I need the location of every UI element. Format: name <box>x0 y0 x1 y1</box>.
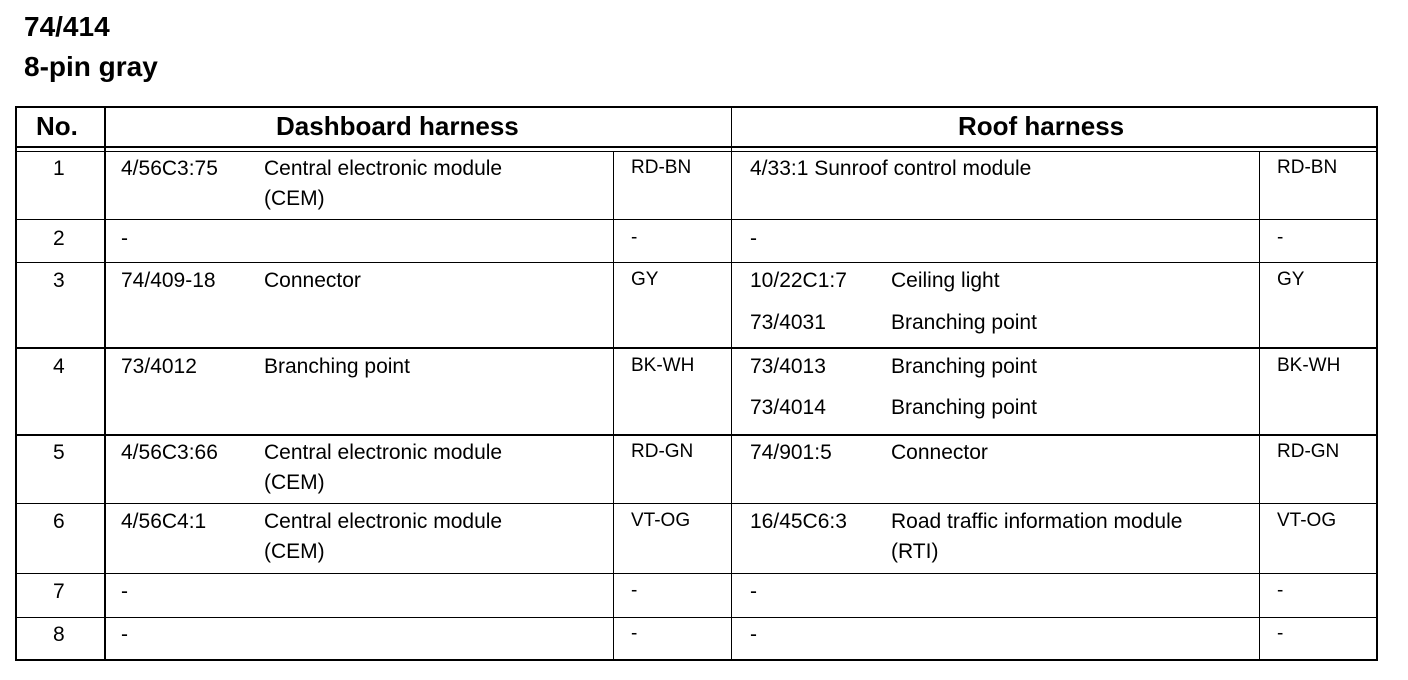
roof-code: 73/4013 <box>750 355 826 378</box>
roof-wire-color: BK-WH <box>1277 355 1341 376</box>
header-roof-harness: Roof harness <box>958 111 1125 141</box>
roof-desc: Branching point <box>891 311 1037 334</box>
dash-code: 4/56C3:75 <box>121 157 218 180</box>
roof-code: 73/4031 <box>750 311 826 334</box>
roof-wire-color: VT-OG <box>1277 510 1337 531</box>
dash-wire-color: GY <box>631 269 659 290</box>
dash-wire-color: - <box>631 623 638 644</box>
row-rule <box>15 573 1378 574</box>
roof-code: - <box>750 580 757 603</box>
roof-desc: Ceiling light <box>891 269 1000 292</box>
dash-code: - <box>121 227 128 250</box>
dash-code: 74/409-18 <box>121 269 216 292</box>
dash-wire-color: - <box>631 227 638 248</box>
header-no: No. <box>36 111 78 141</box>
dash-desc-2: (CEM) <box>264 187 325 210</box>
pin-number: 8 <box>53 623 65 646</box>
roof-code: 16/45C6:3 <box>750 510 847 533</box>
roof-code: 10/22C1:7 <box>750 269 847 292</box>
dash-wire-color: RD-BN <box>631 157 692 178</box>
roof-code: 74/901:5 <box>750 441 832 464</box>
column-divider <box>1259 151 1260 661</box>
roof-desc: Road traffic information module <box>891 510 1183 533</box>
column-divider <box>613 151 614 661</box>
dash-wire-color: - <box>631 580 638 601</box>
row-rule <box>15 617 1378 618</box>
dash-desc: Central electronic module <box>264 510 503 533</box>
roof-desc: Branching point <box>891 355 1037 378</box>
row-rule <box>15 219 1378 220</box>
roof-wire-color: - <box>1277 580 1284 601</box>
connector-id: 74/414 <box>24 11 110 42</box>
header-dashboard-harness: Dashboard harness <box>276 111 519 141</box>
roof-wire-color: RD-GN <box>1277 441 1340 462</box>
row-rule <box>15 434 1378 436</box>
roof-code: - <box>750 623 757 646</box>
dash-code: 4/56C4:1 <box>121 510 207 533</box>
dash-code: 73/4012 <box>121 355 197 378</box>
dash-desc-2: (CEM) <box>264 471 325 494</box>
dash-wire-color: BK-WH <box>631 355 695 376</box>
dash-desc: Central electronic module <box>264 157 503 180</box>
header-rule <box>15 146 1378 148</box>
column-divider <box>731 106 732 661</box>
dash-code: - <box>121 623 128 646</box>
dash-code: 4/56C3:66 <box>121 441 218 464</box>
connector-description: 8-pin gray <box>24 51 158 82</box>
pin-number: 5 <box>53 441 65 464</box>
dash-code: - <box>121 580 128 603</box>
row-rule <box>15 347 1378 349</box>
roof-code: - <box>750 227 757 250</box>
pin-number: 3 <box>53 269 65 292</box>
roof-code: 4/33:1 Sunroof control module <box>750 157 1032 180</box>
row-rule <box>15 262 1378 263</box>
dash-desc-2: (CEM) <box>264 540 325 563</box>
pin-number: 2 <box>53 227 65 250</box>
roof-desc: Branching point <box>891 396 1037 419</box>
roof-desc: Connector <box>891 441 988 464</box>
roof-wire-color: - <box>1277 623 1284 644</box>
roof-wire-color: RD-BN <box>1277 157 1338 178</box>
header-rule <box>15 151 1378 152</box>
dash-wire-color: VT-OG <box>631 510 691 531</box>
roof-wire-color: - <box>1277 227 1284 248</box>
pin-number: 6 <box>53 510 65 533</box>
roof-wire-color: GY <box>1277 269 1305 290</box>
column-divider <box>104 106 106 661</box>
roof-desc-2: (RTI) <box>891 540 939 563</box>
pin-number: 1 <box>53 157 65 180</box>
dash-desc: Central electronic module <box>264 441 503 464</box>
roof-code: 73/4014 <box>750 396 826 419</box>
row-rule <box>15 503 1378 504</box>
dash-wire-color: RD-GN <box>631 441 694 462</box>
pin-table <box>15 106 1378 661</box>
pin-number: 4 <box>53 355 65 378</box>
dash-desc: Connector <box>264 269 361 292</box>
dash-desc: Branching point <box>264 355 410 378</box>
pin-number: 7 <box>53 580 65 603</box>
